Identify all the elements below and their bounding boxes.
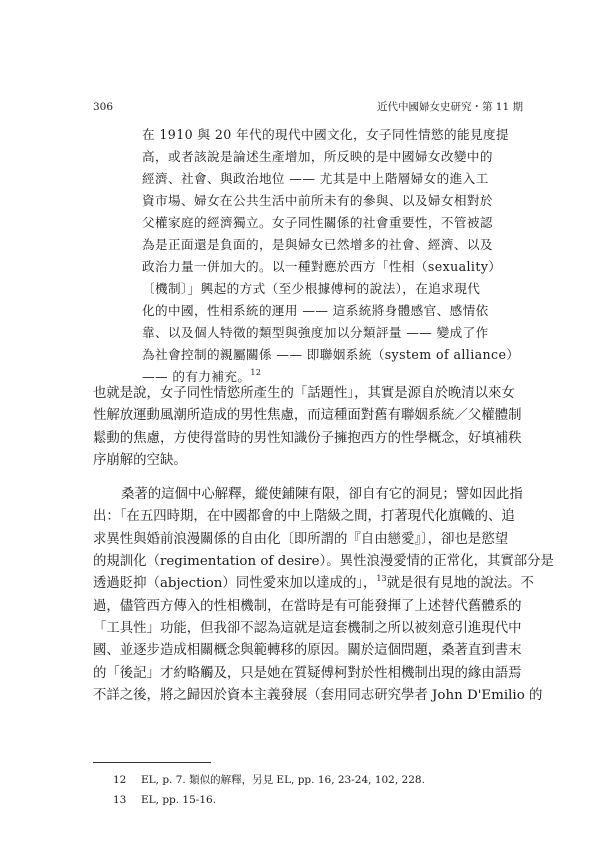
quote-line: 高，或者該說是論述生產增加，所反映的是中國婦女改變中的 xyxy=(142,149,493,164)
body-line: 也就是說，女子同性情慾所產生的「話題性」，其實是源自於晚清以來女 xyxy=(93,386,515,401)
quote-line: 在 1910 與 20 年代的現代中國文化，女子同性情慾的能見度提 xyxy=(142,127,509,142)
footnote-ref-13[interactable]: 13 xyxy=(376,574,387,584)
body-line: 不詳之後，將之歸因於資本主義發展（套用同志研究學者 John D'Emilio 的 xyxy=(93,687,543,703)
quote-line: 化的中國，性相系統的運用 —— 這系統將身體感官、感情依 xyxy=(142,303,489,318)
body-line: 的「後記」才約略觸及，只是她在質疑傅柯對於性相機制出現的緣由語焉 xyxy=(93,665,522,681)
body-line: 性解放運動風潮所造成的男性焦慮，而這種面對舊有聯姻系統／父權體制 xyxy=(93,408,522,424)
body-line: 的規訓化（regimentation of desire）。異性浪漫愛情的正常化，其實部分是 xyxy=(93,554,554,570)
body-line-text: 就是很有見地的說法。不 xyxy=(386,576,534,592)
footnote-13 xyxy=(93,790,523,810)
footnote-text: EL, pp. 15-16. xyxy=(141,794,217,806)
body-line: 求異性與婚前浪漫關係的自由化〔即所謂的『自由戀愛』〕，卻也是慾望 xyxy=(93,531,509,547)
quote-line-text: —— 的有力補充。 xyxy=(142,369,251,384)
page-number: 306 xyxy=(93,101,114,113)
quote-line: 父權家庭的經濟獨立。女子同性關係的社會重要性，不管被認 xyxy=(142,215,493,230)
quote-line: 政治力量一併加大的。以一種對應於西方「性相（sexuality） xyxy=(142,259,502,274)
footnote-ref-12[interactable]: 12 xyxy=(250,368,262,377)
footnote-number: 12 xyxy=(113,774,127,786)
body-line: 「工具性」功能，但我卻不認為這就是這套機制之所以被刻意引進現代中 xyxy=(93,620,522,636)
footnote-divider xyxy=(93,762,211,763)
journal-title: 近代中國婦女史研究・第 11 期 xyxy=(376,101,523,113)
paragraph-gap xyxy=(93,472,523,484)
footnote-12 xyxy=(93,770,523,790)
quote-line: 經濟、社會、與政治地位 —— 尤其是中上階層婦女的進入工 xyxy=(142,171,489,186)
quote-line: 為是正面還是負面的，是與婦女已然增多的社會、經濟、以及 xyxy=(142,237,493,252)
body-line-text: 透過貶抑（abjection）同性愛來加以達成的」， xyxy=(93,576,377,592)
quote-line: 資市場、婦女在公共生活中前所未有的參與、以及婦女相對於 xyxy=(142,193,493,208)
body-line: 序崩解的空缺。 xyxy=(93,452,187,468)
body-line: 桑著的這個中心解釋，縱使鋪陳有限，卻自有它的洞見；譬如因此指 xyxy=(121,487,523,503)
quote-line: 〔機制〕」興起的方式（至少根據傅柯的說法），在追求現代 xyxy=(142,281,481,296)
running-header xyxy=(93,100,523,114)
body-line: 鬆動的焦慮，方使得當時的男性知識份子擁抱西方的性學概念，好填補秩 xyxy=(93,430,522,446)
body-line: 過，儘管西方傳入的性相機制，在當時是有可能發揮了上述替代舊體系的 xyxy=(93,598,522,614)
block-quote xyxy=(142,124,520,388)
footnote-number: 13 xyxy=(113,794,127,806)
body-text xyxy=(93,383,554,707)
body-line: 出：「在五四時期，在中國都會的中上階級之間，打著現代化旗幟的、追 xyxy=(93,509,515,525)
quote-line: 為社會控制的親屬關係 —— 即聯姻系統（system of alliance） xyxy=(142,347,520,362)
quote-line: 靠、以及個人特徵的類型與強度加以分類評量 —— 變成了作 xyxy=(142,325,489,340)
footnotes xyxy=(93,770,523,810)
footnote-text: EL, p. 7. 類似的解釋，另見 EL, pp. 16, 23-24, 102, 228. xyxy=(141,774,425,786)
body-line: 國、並逐步造成相關概念與範轉移的原因。關於這個問題，桑著直到書末 xyxy=(93,643,522,659)
body-line xyxy=(93,573,534,595)
